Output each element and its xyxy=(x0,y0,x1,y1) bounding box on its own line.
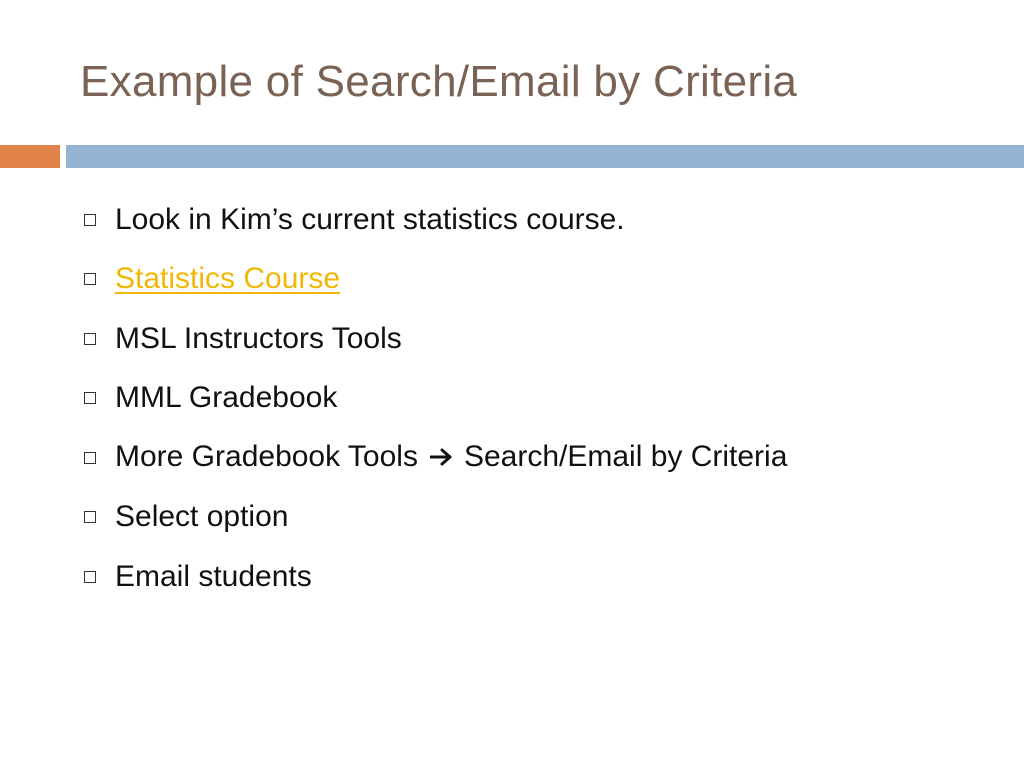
bullet-text: Email students xyxy=(115,559,312,593)
square-bullet-icon xyxy=(84,273,96,285)
list-item xyxy=(80,250,787,310)
bullet-text-part: More Gradebook Tools xyxy=(115,440,418,474)
bullet-text: MSL Instructors Tools xyxy=(115,321,402,355)
square-bullet-icon xyxy=(84,511,96,523)
accent-bar xyxy=(0,145,60,168)
bullet-text xyxy=(115,437,787,478)
bullet-text: Look in Kim’s current statistics course. xyxy=(115,202,625,236)
bullet-text: MML Gradebook xyxy=(115,381,338,415)
list-item xyxy=(80,488,787,548)
slide-title: Example of Search/Email by Criteria xyxy=(80,57,798,106)
list-item xyxy=(80,190,787,250)
square-bullet-icon xyxy=(84,333,96,345)
list-item xyxy=(80,547,787,607)
square-bullet-icon xyxy=(84,571,96,583)
square-bullet-icon xyxy=(84,452,96,464)
list-item xyxy=(80,309,787,369)
list-item xyxy=(80,369,787,429)
square-bullet-icon xyxy=(84,214,96,226)
arrow-right-icon xyxy=(430,438,454,478)
bullet-text: Select option xyxy=(115,500,289,534)
bullet-text-part: Search/Email by Criteria xyxy=(463,440,788,474)
statistics-course-link[interactable]: Statistics Course xyxy=(115,262,341,296)
list-item xyxy=(80,428,787,488)
bullet-list xyxy=(80,190,787,607)
square-bullet-icon xyxy=(84,392,96,404)
header-bar xyxy=(66,145,1024,168)
